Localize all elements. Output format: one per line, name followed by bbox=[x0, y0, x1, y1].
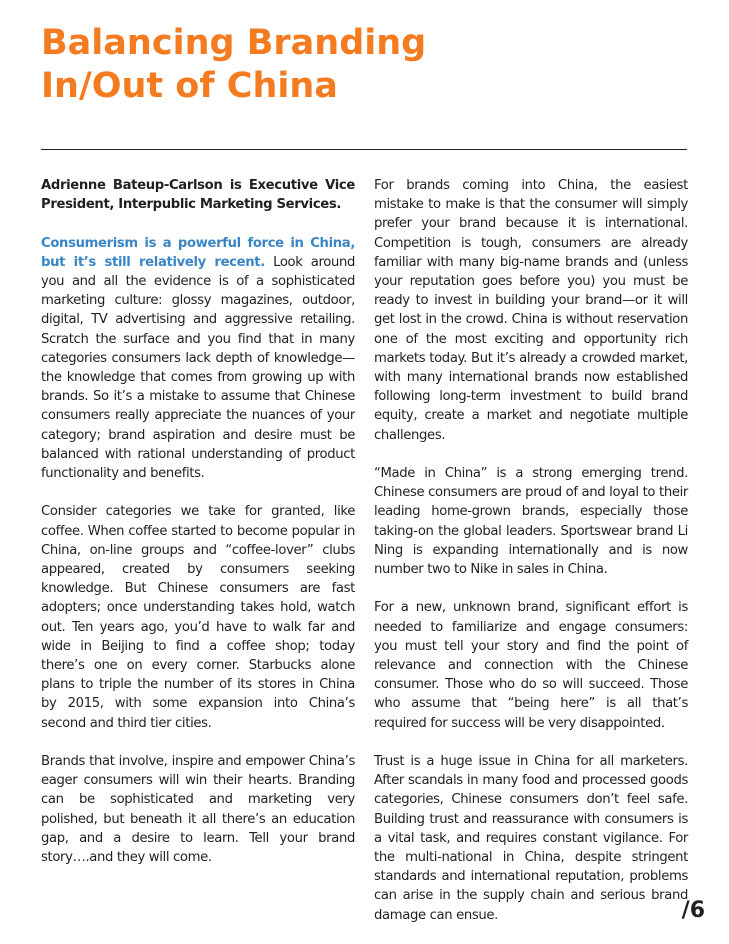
left-column bbox=[41, 176, 355, 886]
lead-sentence: Consumerism is a powerful force in China, but it’s still relatively recent. bbox=[41, 235, 355, 270]
paragraph-trust: Trust is a huge issue in China for all marketers. After scandals in many food and processed goods categories, Chinese consumers don’t feel safe. Building trust and reassurance with consumers is a vital task, and requires constant vigilance. For the multi-national in China, despite stringent standards and international reputation, problems can arise in the supply chain and serious brand damage can ensue. bbox=[374, 754, 688, 923]
paragraph-brands-inspire: Brands that involve, inspire and empower China’s eager consumers will win their hearts. Branding can be sophisticated and marketing very polished, but beneath it all there’s an education gap, and a desire to learn. Tell your brand story….and they will come. bbox=[41, 754, 355, 866]
page-title-line-2: In/Out of China bbox=[41, 66, 338, 106]
paragraph-body: Look around you and all the evidence is of a sophisticated marketing culture: glossy magazines, outdoor, digital, TV advertising and aggressive retailing. Scratch the surface and you find that in many categories consumers lack depth of knowledge—the knowledge that comes from growing up with brands. So it’s a mistake to assume that Chinese consumers really appreciate the nuances of your category; brand aspiration and desire must be balanced with rational understanding of product functionality and benefits. bbox=[41, 254, 355, 482]
paragraph-new-brand: For a new, unknown brand, significant effort is needed to familiarize and engage consumers: you must tell your story and find the point of relevance and connection with the Chinese consumer. Those who do so will succeed. Those who assume that “being here” is all that’s required for success will be very disappointed. bbox=[374, 600, 688, 731]
paragraph-coffee: Consider categories we take for granted, like coffee. When coffee started to become popular in China, on-line groups and “coffee-lover” clubs appeared, created by consumers seeking knowledge. But Chinese consumers are fast adopters; once understanding takes hold, watch out. Ten years ago, you’d have to walk far and wide in Beijing to find a coffee shop; today there’s one on every corner. Starbucks alone plans to triple the number of its stores in China by 2015, with some expansion into China’s second and third tier cities. bbox=[41, 504, 355, 731]
right-column bbox=[374, 176, 688, 944]
page-title bbox=[41, 22, 691, 108]
page-number: /6 bbox=[681, 898, 705, 923]
paragraph-easiest-mistake: For brands coming into China, the easiest mistake to make is that the consumer will simply prefer your brand because it is international. Competition is tough, consumers are already familiar with many big-name brands and (unless your reputation goes before you) you must be ready to invest in building your brand—or it will get lost in the crowd. China is without reservation one of the most exciting and opportunity rich markets today. But it’s already a crowded market, with many international brands now established following long-term investment to build brand equity, create a market and negotiate multiple challenges. bbox=[374, 178, 688, 443]
paragraph-made-in-china: “Made in China” is a strong emerging trend. Chinese consumers are proud of and loyal to their leading home-grown brands, especially those taking-on the global leaders. Sportswear brand Li Ning is expanding internationally and is now number two to Nike in sales in China. bbox=[374, 466, 688, 578]
paragraph-consumerism bbox=[41, 234, 355, 484]
author-byline: Adrienne Bateup-Carlson is Executive Vice President, Interpublic Marketing Services. bbox=[41, 178, 355, 213]
page-title-line-1: Balancing Branding bbox=[41, 23, 427, 63]
title-divider bbox=[41, 149, 687, 150]
